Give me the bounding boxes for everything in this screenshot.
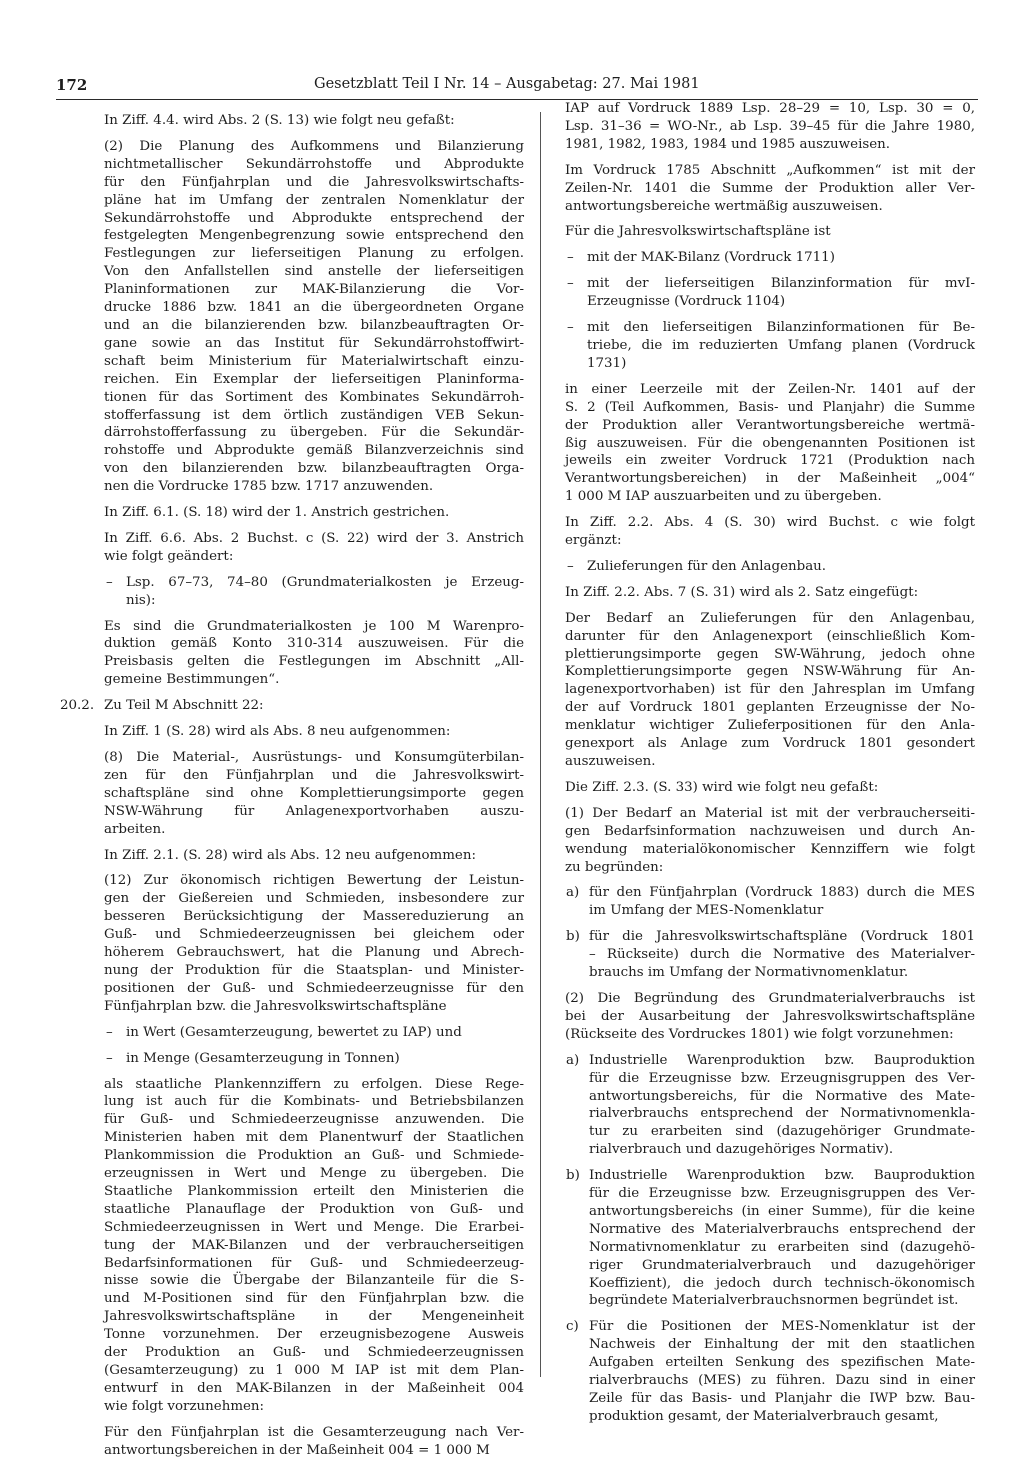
text-line: zen für den Fünfjahrplan und die Jahresvolkswirt- — [104, 767, 524, 783]
text-line: Im Vordruck 1785 Abschnitt „Aufkommen“ ist mit der — [565, 162, 975, 178]
text-line: tung der MAK-Bilanzen und der verbraucherseitigen — [104, 1237, 524, 1253]
text-line: rialverbrauchs (MES) zu führen. Dazu sind in einer — [589, 1373, 975, 1389]
text-line: Es sind die Grundmaterialkosten je 100 M Warenpro- — [104, 618, 524, 634]
right-column — [565, 100, 975, 1434]
text-line: nichtmetallischer Sekundärrohstoffe und Abprodukte — [104, 156, 524, 172]
text-line: nung der Produktion für die Staatsplan- und Minister- — [104, 962, 524, 978]
paragraph — [565, 805, 975, 877]
text-line: In Ziff. 4.4. wird Abs. 2 (S. 13) wie folgt neu gefaßt: — [104, 113, 455, 128]
text-line: 1981, 1982, 1983, 1984 und 1985 auszuweisen. — [565, 136, 891, 152]
text-line: entwurf in den MAK-Bilanzen in der Maßeinheit 004 — [104, 1380, 524, 1396]
paragraph — [104, 530, 524, 566]
item-text — [589, 1167, 975, 1310]
text-line: lagenexportvorhaben) ist für den Jahresplan im Umfang — [565, 682, 975, 698]
text-line: rialverbrauch und dazugehöriges Normativ). — [589, 1142, 894, 1158]
paragraph — [104, 138, 524, 496]
text-line: wie folgt geändert: — [104, 548, 234, 564]
item-text — [589, 928, 975, 982]
text-line: Plankommission die Produktion an Guß- und Schmiede- — [104, 1148, 524, 1164]
text-line: für die Erzeugnisse bzw. Erzeugnisgruppen des Ver- — [589, 1186, 975, 1202]
section-heading — [60, 697, 524, 715]
dash-item-text — [587, 275, 975, 311]
text-line: 1731) — [587, 355, 627, 371]
text-line: lung ist auch für die Kombinats- und Betriebsbilanzen — [104, 1094, 524, 1110]
text-line: zu begründen: — [565, 859, 664, 875]
text-line: begründete Materialverbrauchsnormen begründet ist. — [589, 1293, 959, 1309]
paragraph — [104, 872, 524, 1015]
dash-item — [104, 574, 524, 610]
text-line: bei der Ausarbeitung der Jahresvolkswirtschaftspläne — [565, 1008, 975, 1024]
text-line: brauchs im Umfang der Normativnomenklatur. — [589, 965, 909, 981]
text-line: In Ziff. 2.2. Abs. 7 (S. 31) wird als 2. Satz eingefügt: — [565, 584, 919, 600]
paragraph — [104, 723, 524, 741]
text-line: Koeffizient), die jedoch durch technisch-ökonomisch — [589, 1275, 975, 1291]
paragraph — [565, 381, 975, 506]
text-line: wendung materialökonomischer Kennziffern wie folgt — [565, 841, 975, 857]
dash-mark: – — [567, 250, 574, 266]
text-line: jeweils ein zweiter Vordruck 1721 (Produktion nach — [565, 453, 975, 469]
text-line: (12) Zur ökonomisch richtigen Bewertung der Leistun- — [104, 873, 524, 889]
lettered-item — [565, 1167, 975, 1310]
dash-mark: – — [567, 320, 574, 336]
text-line: genexport als Anlage zum Vordruck 1801 gesondert — [565, 736, 975, 752]
text-line: (8) Die Material-, Ausrüstungs- und Konsumgüterbilan- — [104, 750, 524, 765]
text-line: NSW-Währung für Anlagenexportvorhaben auszu- — [104, 803, 524, 819]
text-line: nis): — [126, 592, 156, 608]
paragraph — [104, 1076, 524, 1416]
text-line: (2) Die Planung des Aufkommens und Bilanzierung — [104, 138, 524, 154]
text-line: In Ziff. 6.1. (S. 18) wird der 1. Anstrich gestrichen. — [104, 505, 450, 521]
paragraph — [104, 847, 524, 865]
text-line: Lsp. 67–73, 74–80 (Grundmaterialkosten je Erzeug- — [126, 574, 524, 590]
text-line: Komplettierungsimporte gegen NSW-Währung für An- — [565, 664, 975, 680]
text-line: Guß- und Schmiedeerzeugnissen bei gleichem oder — [104, 927, 524, 943]
text-line: wie folgt vorzunehmen: — [104, 1398, 265, 1414]
dash-item — [104, 1050, 524, 1068]
text-line: der auf Vordruck 1801 geplanten Erzeugnisse der No- — [565, 700, 975, 716]
item-text — [589, 1318, 975, 1425]
text-line: menklatur wichtiger Zulieferpositionen für den Anla- — [565, 718, 975, 734]
text-line: (Gesamterzeugung) zu 1 000 M IAP ist mit dem Plan- — [104, 1363, 524, 1378]
dash-item-text — [587, 319, 975, 373]
text-line: Für den Fünfjahrplan ist die Gesamterzeugung nach Ver- — [104, 1424, 524, 1440]
left-column — [60, 112, 524, 1468]
text-line: auszuweisen. — [565, 754, 656, 769]
text-line: im Umfang der MES-Nomenklatur — [589, 903, 824, 919]
dash-mark: – — [106, 1024, 113, 1040]
text-line: Für die Positionen der MES-Nomenklatur ist der — [589, 1319, 975, 1335]
text-line: gane sowie an das Institut für Sekundärrohstoffwirt- — [104, 335, 524, 351]
text-line: in Wert (Gesamterzeugung, bewertet zu IAP) und — [126, 1024, 462, 1040]
gazette-title: Gesetzblatt Teil I Nr. 14 – Ausgabetag: 27. Mai 1981 — [314, 76, 700, 92]
text-line: In Ziff. 1 (S. 28) wird als Abs. 8 neu aufgenommen: — [104, 724, 451, 740]
item-label: b) — [566, 929, 580, 945]
dash-item — [104, 1024, 524, 1042]
text-line: der Produktion aller Verantwortungsbereiche wertmä- — [565, 417, 975, 433]
column-divider — [540, 112, 541, 1377]
text-line: – Rückseite) durch die Normative des Materialver- — [589, 947, 975, 963]
text-line: Festlegungen zur lieferseitigen Planung zu erfolgen. — [104, 246, 524, 262]
text-line: nisse sowie die Übergabe der Bilanzanteile für die S- — [104, 1273, 524, 1289]
paragraph — [104, 112, 524, 130]
item-label: a) — [566, 1052, 580, 1068]
text-line: S. 2 (Teil Aufkommen, Basis- und Planjahr) die Summe — [565, 399, 975, 415]
text-line: für den Fünfjahrplan (Vordruck 1883) durch die MES — [589, 885, 975, 901]
dash-mark: – — [106, 1050, 113, 1066]
page-number: 172 — [56, 76, 88, 94]
section-title — [104, 697, 524, 715]
text-line: Staatliche Plankommission erteilt den Ministerien die — [104, 1183, 524, 1199]
text-line: von den bilanzierenden bzw. bilanzbeauftragten Orga- — [104, 461, 524, 477]
paragraph — [565, 223, 975, 241]
item-label: c) — [566, 1319, 579, 1335]
text-line: nen die Vordrucke 1785 bzw. 1717 anzuwenden. — [104, 479, 434, 495]
text-line: Sekundärrohstoffe und Abprodukte entsprechend der — [104, 210, 524, 226]
text-line: und an die bilanzierenden bzw. bilanzbeauftragten Or- — [104, 317, 524, 333]
text-line: IAP auf Vordruck 1889 Lsp. 28–29 = 10, Lsp. 30 = 0, — [565, 101, 975, 116]
dash-item-text — [587, 558, 975, 576]
text-line: Zeile für das Basis- und Planjahr die IWP bzw. Bau- — [589, 1391, 975, 1406]
text-line: Von den Anfallstellen sind anstelle der lieferseitigen — [104, 264, 524, 280]
text-line: mit der lieferseitigen Bilanzinformation für mvI- — [587, 276, 975, 292]
text-line: staatliche Planauflage der Produktion von Guß- und — [104, 1201, 524, 1217]
page-header — [56, 76, 976, 96]
paragraph — [565, 990, 975, 1044]
text-line: gemeine Bestimmungen“. — [104, 672, 280, 688]
text-line: positionen der Guß- und Schmiedeerzeugnisse für den — [104, 980, 524, 996]
dash-item — [565, 275, 975, 311]
dash-item-text — [126, 1050, 524, 1068]
text-line: erzeugnissen in Wert und Menge zu übergeben. Die — [104, 1166, 524, 1182]
text-line: Für die Jahresvolkswirtschaftspläne ist — [565, 224, 831, 240]
text-line: der Produktion an Guß- und Schmiedeerzeugnissen — [104, 1345, 524, 1361]
text-line: für die Erzeugnisse bzw. Erzeugnisgruppen des Ver- — [589, 1070, 975, 1086]
text-line: Normativnomenklatur zu erarbeiten sind (dazugehö- — [589, 1239, 975, 1255]
paragraph — [565, 162, 975, 216]
text-line: für die Jahresvolkswirtschaftspläne (Vordruck 1801 — [589, 929, 975, 945]
item-label: a) — [566, 885, 580, 901]
text-line: rohstoffe und Abprodukte gemäß Bilanzverzeichnis sind — [104, 443, 524, 459]
text-line: für Guß- und Schmiedeerzeugnisse anzuwenden. Die — [104, 1112, 524, 1128]
text-line: (1) Der Bedarf an Material ist mit der verbraucherseiti- — [565, 805, 975, 821]
text-line: mit der MAK-Bilanz (Vordruck 1711) — [587, 250, 835, 266]
lettered-item — [565, 1052, 975, 1159]
text-line: tur zu erarbeiten sind (dazugehöriger Grundmate- — [589, 1124, 975, 1140]
text-line: höherem Gebrauchswert, hat die Planung und Abrech- — [104, 945, 524, 961]
paragraph — [565, 779, 975, 797]
text-line: für den Fünfjahrplan und die Jahresvolkswirtschafts- — [104, 174, 524, 190]
dash-mark: – — [106, 574, 113, 590]
paragraph — [565, 584, 975, 602]
text-line: antwortungsbereichen in der Maßeinheit 004 = 1 000 M — [104, 1442, 490, 1458]
item-label: b) — [566, 1168, 580, 1184]
dash-mark: – — [567, 558, 574, 574]
paragraph — [565, 610, 975, 771]
text-line: Industrielle Warenproduktion bzw. Bauproduktion — [589, 1168, 975, 1184]
text-line: 1 000 M IAP auszuarbeiten und zu übergeben. — [565, 489, 882, 505]
text-line: Der Bedarf an Zulieferungen für den Anlagenbau, — [565, 610, 975, 626]
lettered-item — [565, 928, 975, 982]
item-text — [589, 884, 975, 920]
dash-item-text — [587, 249, 975, 267]
text-line: duktion gemäß Konto 310-314 auszuweisen. Für die — [104, 636, 524, 652]
text-line: in Menge (Gesamterzeugung in Tonnen) — [126, 1050, 400, 1066]
text-line: Verantwortungsbereichen) in der Maßeinheit „004“ — [565, 471, 975, 487]
text-line: rialverbrauchs entsprechend der Normativnomenkla- — [589, 1106, 975, 1122]
dash-item — [565, 558, 975, 576]
text-line: schaftspläne sind ohne Komplettierungsimporte gegen — [104, 785, 524, 801]
text-line: Schmiedeerzeugnissen in Wert und Menge. Die Erarbei- — [104, 1219, 524, 1235]
text-line: als staatliche Plankennziffern zu erfolgen. Diese Rege- — [104, 1076, 524, 1092]
text-line: besseren Berücksichtigung der Massereduzierung an — [104, 909, 524, 925]
text-line: Nachweis der Einhaltung der mit den staatlichen — [589, 1337, 975, 1353]
text-line: In Ziff. 6.6. Abs. 2 Buchst. c (S. 22) wird der 3. Anstrich — [104, 530, 524, 546]
text-line: Ministerien haben mit dem Planentwurf der Staatlichen — [104, 1130, 524, 1146]
text-line: In Ziff. 2.1. (S. 28) wird als Abs. 12 neu aufgenommen: — [104, 847, 476, 863]
text-line: gen der Gießereien und Schmieden, insbesondere zur — [104, 891, 524, 907]
dash-item — [565, 319, 975, 373]
text-line: darunter für den Anlagenexport (einschließlich Kom- — [565, 628, 975, 644]
text-line: (Rückseite des Vordruckes 1801) wie folgt vorzunehmen: — [565, 1026, 954, 1042]
text-line: Zeilen-Nr. 1401 die Summe der Produktion aller Ver- — [565, 180, 975, 196]
text-line: riger Grundmaterialverbrauch und dazugehöriger — [589, 1257, 975, 1273]
dash-item — [565, 249, 975, 267]
dash-item-text — [126, 1024, 524, 1042]
text-line: Bedarfsinformationen für Guß- und Schmiedeerzeug- — [104, 1255, 524, 1271]
paragraph — [104, 618, 524, 690]
text-line: antwortungsbereiche wertmäßig auszuweisen. — [565, 198, 883, 214]
text-line: Preisbasis gelten die Festlegungen im Abschnitt „All- — [104, 654, 524, 670]
dash-item-text — [126, 574, 524, 610]
section-number: 20.2. — [60, 698, 95, 714]
text-line: Tonne vorzunehmen. Der erzeugnisbezogene Ausweis — [104, 1327, 524, 1343]
text-line: ßig auszuweisen. Für die obengenannten Positionen ist — [565, 435, 975, 451]
text-line: und M-Positionen sind für den Fünfjahrplan bzw. die — [104, 1291, 524, 1307]
text-line: gen Bedarfsinformation nachzuweisen und durch An- — [565, 823, 975, 839]
text-line: tionen für das Sortiment des Kombinates Sekundärroh- — [104, 389, 524, 405]
text-line: drucke 1886 bzw. 1841 an die übergeordneten Organe — [104, 300, 524, 316]
text-line: Zulieferungen für den Anlagenbau. — [587, 558, 827, 574]
text-line: stofferfassung ist dem örtlich zuständigen VEB Sekun- — [104, 407, 524, 423]
text-line: Lsp. 31–36 = WO-Nr., ab Lsp. 39–45 für die Jahre 1980, — [565, 118, 975, 134]
text-line: Normative des Materialverbrauchs entsprechend der — [589, 1221, 975, 1237]
paragraph — [104, 749, 524, 839]
text-line: schaft beim Ministerium für Materialwirtschaft einzu- — [104, 353, 524, 369]
lettered-item — [565, 884, 975, 920]
text-line: Fünfjahrplan bzw. die Jahresvolkswirtschaftspläne — [104, 998, 447, 1014]
item-text — [589, 1052, 975, 1159]
lettered-item — [565, 1318, 975, 1425]
text-line: festgelegten Mengenbegrenzung sowie entsprechend den — [104, 228, 524, 244]
text-line: triebe, die im reduzierten Umfang planen (Vordruck — [587, 337, 975, 353]
text-line: antwortungsbereichs (in einer Summe), für die keine — [589, 1203, 975, 1219]
text-line: In Ziff. 2.2. Abs. 4 (S. 30) wird Buchst. c wie folgt — [565, 515, 975, 531]
text-line: in einer Leerzeile mit der Zeilen-Nr. 1401 auf der — [565, 381, 975, 397]
text-line: antwortungsbereichs, für die Normative des Mate- — [589, 1088, 975, 1104]
text-line: Jahresvolkswirtschaftspläne in der Mengeneinheit — [104, 1309, 524, 1325]
text-line: pläne hat im Umfang der zentralen Nomenklatur der — [104, 192, 524, 208]
text-line: (2) Die Begründung des Grundmaterialverbrauchs ist — [565, 990, 975, 1006]
paragraph — [565, 514, 975, 550]
text-line: därrohstofferfassung zu übergeben. Für die Sekundär- — [104, 425, 524, 441]
text-line: Aufgaben erteilten Senkung des spezifischen Mate- — [589, 1355, 975, 1371]
paragraph — [104, 504, 524, 522]
paragraph — [104, 1424, 524, 1460]
text-line: produktion gesamt, der Materialverbrauch gesamt, — [589, 1408, 939, 1424]
text-line: arbeiten. — [104, 821, 166, 837]
text-line: Industrielle Warenproduktion bzw. Bauproduktion — [589, 1052, 975, 1068]
text-line: mit den lieferseitigen Bilanzinformationen für Be- — [587, 320, 975, 336]
text-line: reichen. Ein Exemplar der lieferseitigen Planinforma- — [104, 371, 524, 387]
text-line: Erzeugnisse (Vordruck 1104) — [587, 294, 786, 310]
text-line: Die Ziff. 2.3. (S. 33) wird wie folgt neu gefaßt: — [565, 779, 879, 795]
text-line: Zu Teil M Abschnitt 22: — [104, 698, 264, 714]
text-line: Planinformationen zur MAK-Bilanzierung die Vor- — [104, 282, 524, 298]
text-line: plettierungsimporte gegen SW-Währung, jedoch ohne — [565, 646, 975, 662]
dash-mark: – — [567, 276, 574, 292]
text-line: ergänzt: — [565, 533, 622, 549]
paragraph — [565, 100, 975, 154]
